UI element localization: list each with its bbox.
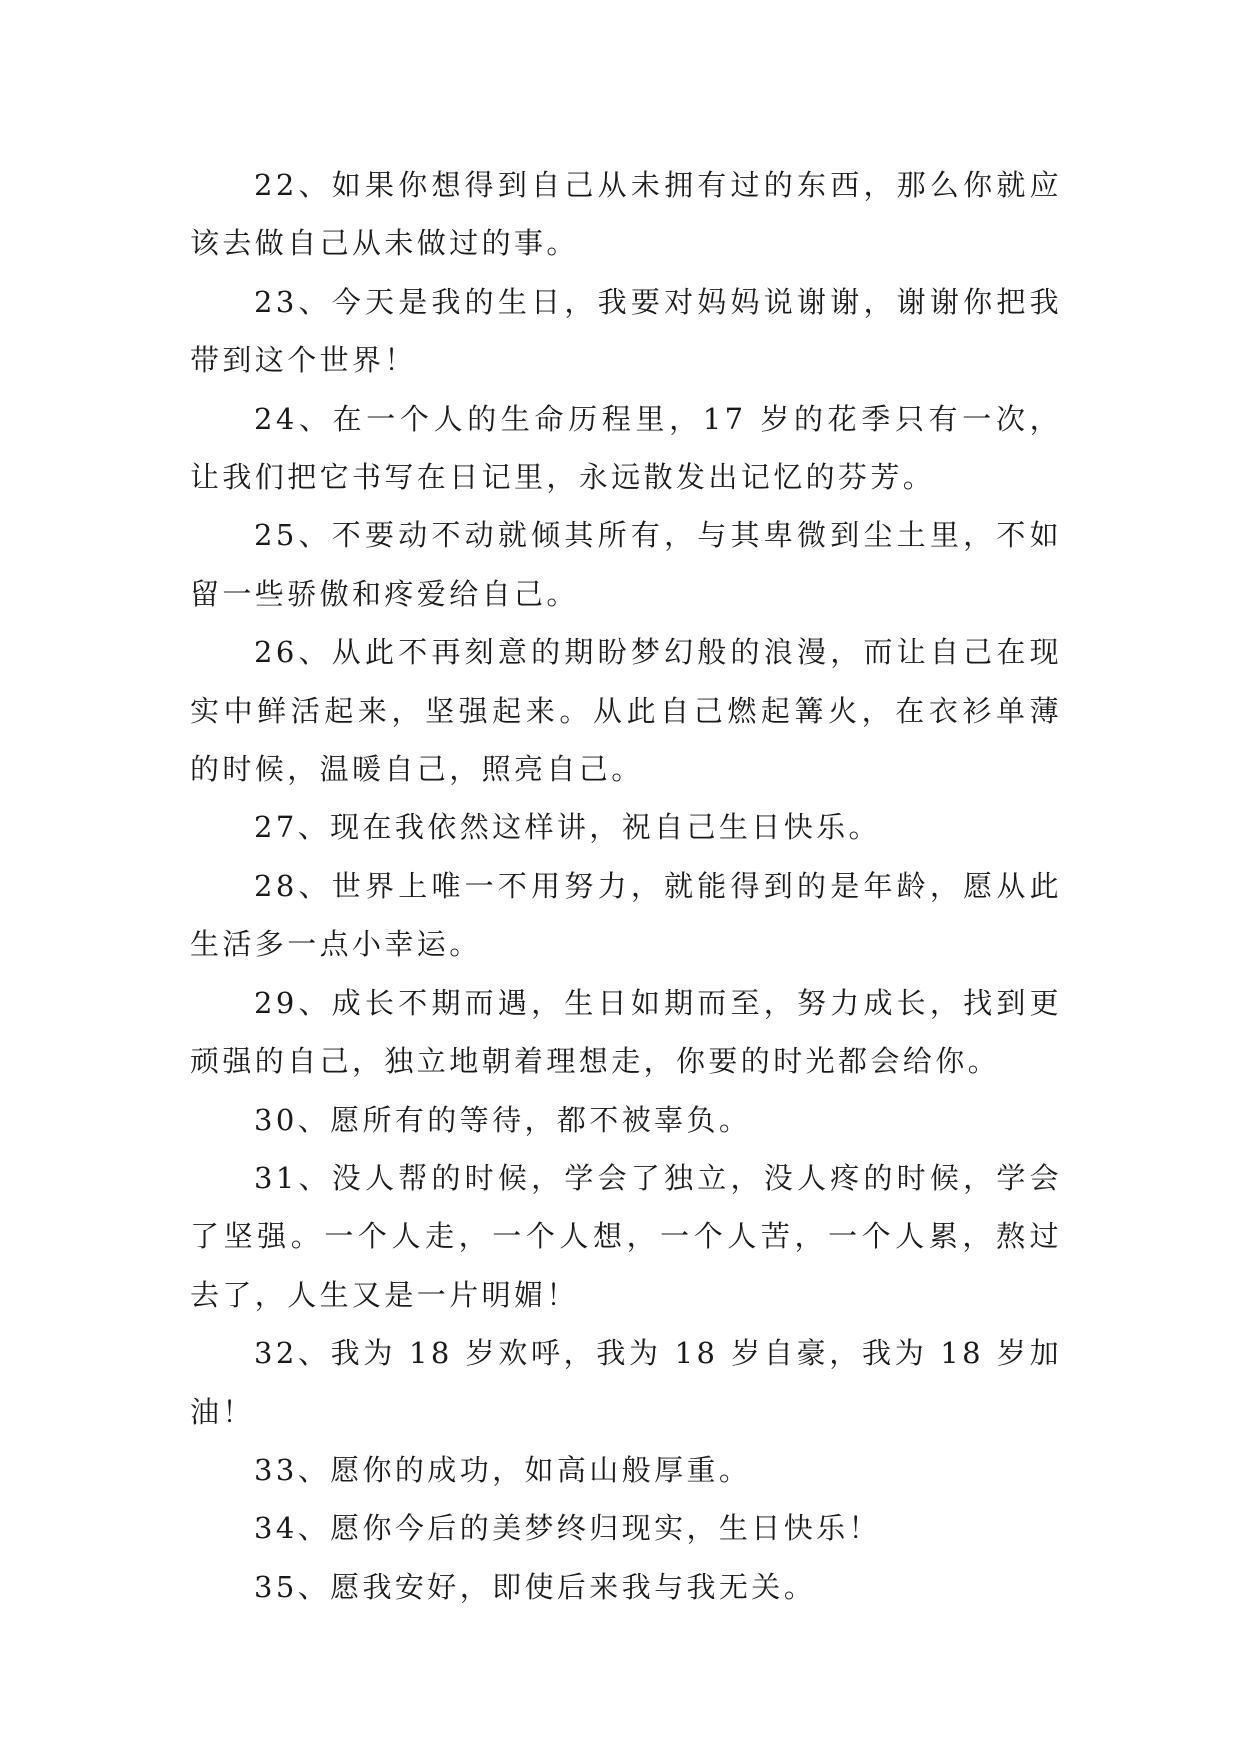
paragraph-33: 33、愿你的成功，如高山般厚重。 — [254, 1452, 752, 1487]
paragraph-24: 24、在一个人的生命历程里，17 岁的花季只有一次，让我们把它书写在日记里，永远散发出记忆的芬芳。 — [190, 401, 1062, 495]
paragraph-28: 28、世界上唯一不用努力，就能得到的是年龄，愿从此生活多一点小幸运。 — [190, 868, 1062, 962]
paragraph-27: 27、现在我依然这样讲，祝自己生日快乐。 — [254, 810, 881, 845]
paragraph-35: 35、愿我安好，即使后来我与我无关。 — [254, 1569, 817, 1604]
document-body — [190, 156, 1062, 1616]
paragraph-25: 25、不要动不动就倾其所有，与其卑微到尘土里，不如留一些骄傲和疼爱给自己。 — [190, 518, 1062, 611]
paragraph-31: 31、没人帮的时候，学会了独立，没人疼的时候，学会了坚强。一个人走，一个人想，一个人苦，一个人累，熬过去了，人生又是一片明媚！ — [190, 1160, 1062, 1312]
paragraph-34: 34、愿你今后的美梦终归现实，生日快乐！ — [254, 1511, 881, 1546]
paragraph-30: 30、愿所有的等待，都不被辜负。 — [254, 1102, 752, 1137]
paragraph-26: 26、从此不再刻意的期盼梦幻般的浪漫，而让自己在现实中鲜活起来，坚强起来。从此自己燃起篝火，在衣衫单薄的时候，温暖自己，照亮自己。 — [190, 635, 1062, 787]
paragraph-29: 29、成长不期而遇，生日如期而至，努力成长，找到更顽强的自己，独立地朝着理想走，你要的时光都会给你。 — [190, 985, 1062, 1079]
paragraph-23: 23、今天是我的生日，我要对妈妈说谢谢，谢谢你把我带到这个世界！ — [190, 284, 1062, 378]
paragraph-22: 22、如果你想得到自己从未拥有过的东西，那么你就应该去做自己从未做过的事。 — [190, 168, 1062, 261]
paragraph-32: 32、我为 18 岁欢呼，我为 18 岁自豪，我为 18 岁加油！ — [190, 1336, 1062, 1429]
